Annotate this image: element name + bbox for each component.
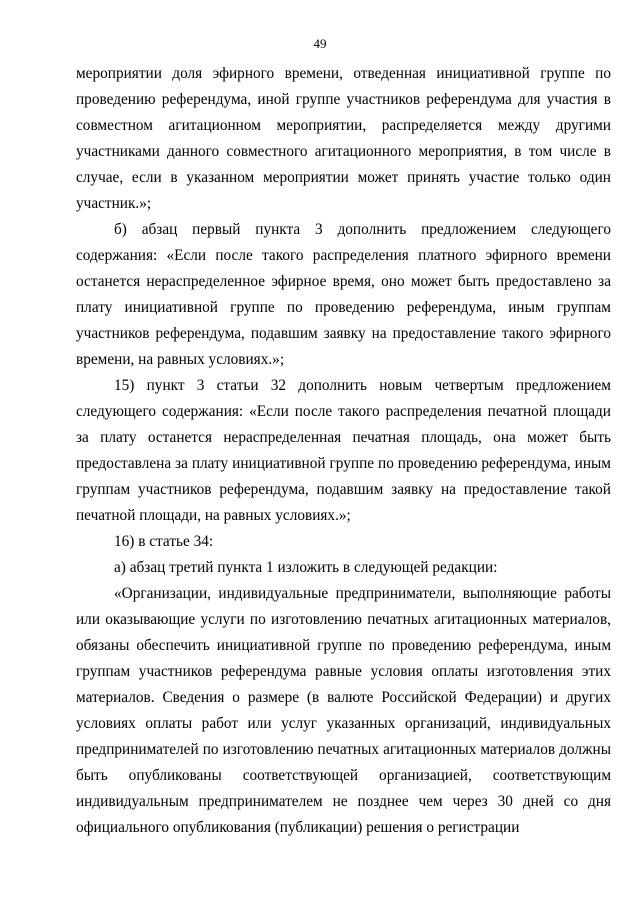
- paragraph-quoted-text: «Организации, индивидуальные предприниматели, выполняющие работы или оказывающие услуги по изготовлению печатных агитационных материалов, обязаны обеспечить инициативной группе по проведению референдума, иным группам участников референдума равные условия оплаты изготовления этих материалов. Сведения о размере (в валюте Российской Федерации) и других условиях оплаты работ или услуг указанных организаций, индивидуальных предпринимателей по изготовлению печатных агитационных материалов должны быть опубликованы соответствующей организацией, соответствующим индивидуальным предпринимателем не позднее чем через 30 дней со дня официального опубликования (публикации) решения о регистрации: [76, 585, 611, 836]
- paragraph-subitem-b: б) абзац первый пункта 3 дополнить предложением следующего содержания: «Если после такого распределения платного эфирного времени останется нераспределенное эфирное время, оно может быть предоставлено за плату инициативной группе по проведению референдума, иным группам участников референдума, подавшим заявку на предоставление такого эфирного времени, на равных условиях.»;: [76, 221, 611, 368]
- document-body: [76, 61, 611, 841]
- paragraph-item-15: 15) пункт 3 статьи 32 дополнить новым четвертым предложением следующего содержания: «Если после такого распределения печатной площади за плату останется нераспределенная печатная площадь, она может быть предоставлена за плату инициативной группе по проведению референдума, иным группам участников референдума, подавшим заявку на предоставление такой печатной площади, на равных условиях.»;: [76, 377, 611, 524]
- paragraph-item-16: 16) в статье 34:: [114, 533, 214, 550]
- paragraph-continuation: мероприятии доля эфирного времени, отведенная инициативной группе по проведению референдума, иной группе участников референдума для участия в совместном агитационном мероприятии, распределяется между другими участниками данного совместного агитационного мероприятия, в том числе в случае, если в указанном мероприятии может принять участие только один участник.»;: [76, 65, 611, 212]
- paragraph-subitem-a: а) абзац третий пункта 1 изложить в следующей редакции:: [114, 559, 498, 576]
- page-number: 49: [313, 36, 327, 51]
